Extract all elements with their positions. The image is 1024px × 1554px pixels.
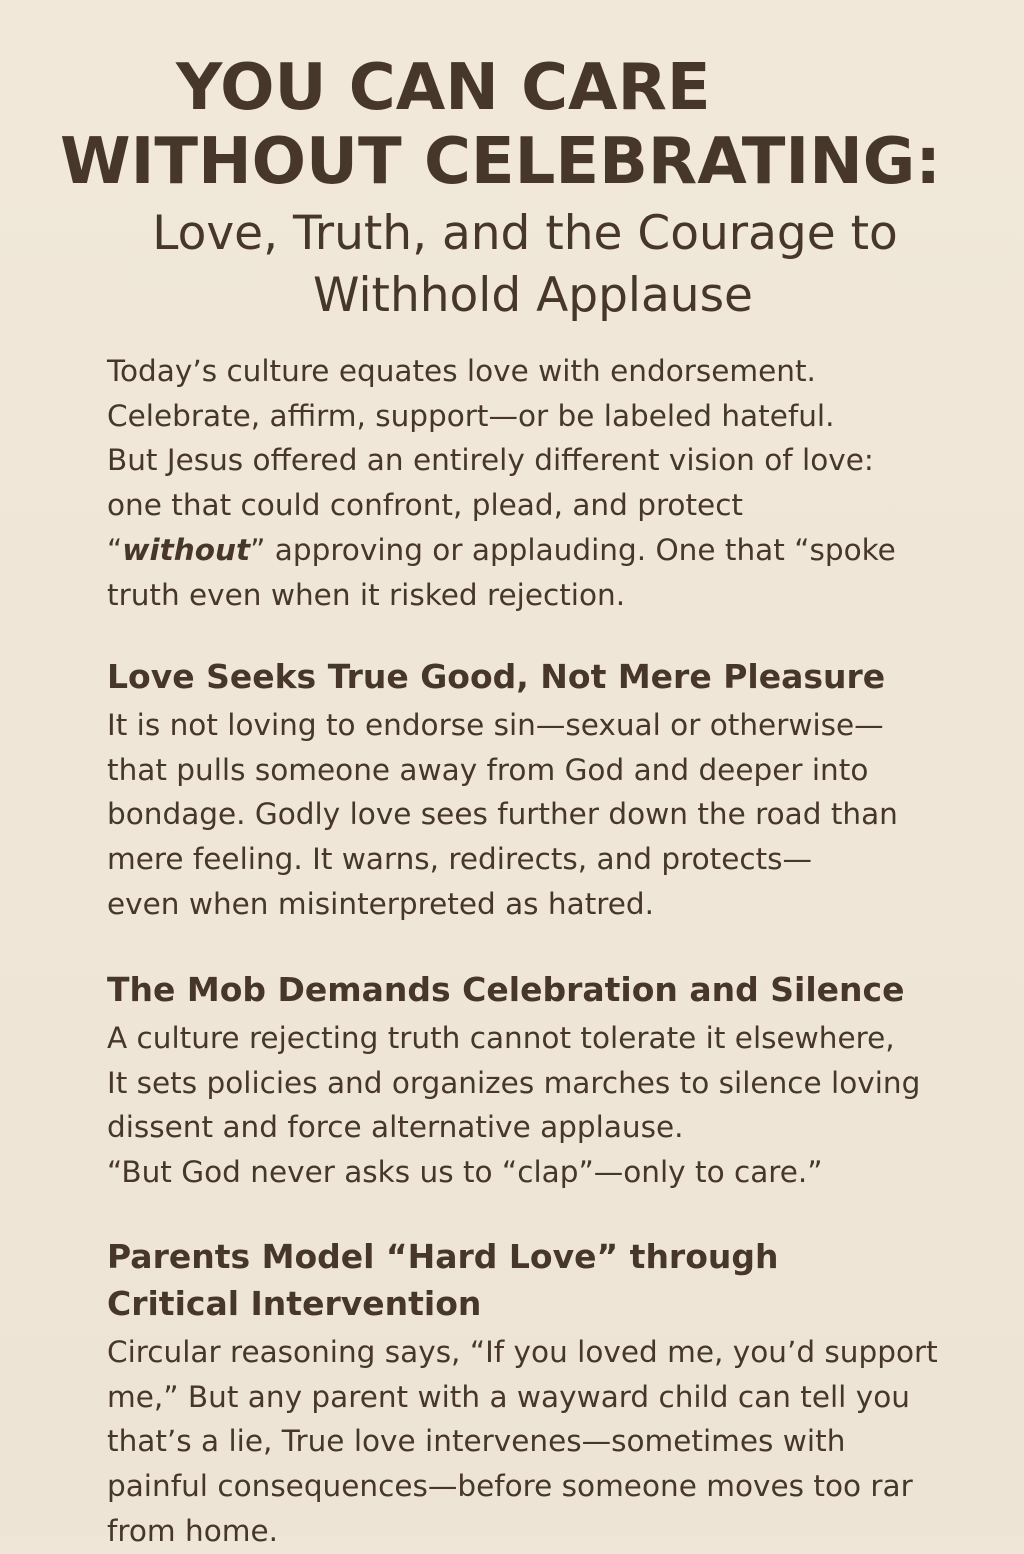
intro-line-with-emphasis bbox=[107, 528, 987, 573]
body-line: that pulls someone away from God and deeper into bbox=[107, 752, 869, 787]
intro-line-rest: ” approving or applauding. One that “spoke bbox=[250, 532, 896, 567]
body-line: that’s a lie, True love intervenes—sometimes with bbox=[107, 1424, 846, 1459]
intro-line: Today’s culture equates love with endorsement. bbox=[107, 354, 816, 388]
body-line: dissent and force alternative applause. bbox=[107, 1110, 684, 1145]
body-line: A culture rejecting truth cannot tolerate it elsewhere, bbox=[107, 1021, 895, 1055]
body-line: painful consequences—before someone moves too rar bbox=[107, 1469, 913, 1504]
section-heading: Critical Intervention bbox=[107, 1284, 482, 1323]
subtitle-line-1: Love, Truth, and the Courage to bbox=[152, 206, 898, 261]
body-line: bondage. Godly love sees further down the road than bbox=[107, 797, 898, 832]
section-heading-parents-model bbox=[107, 1233, 987, 1327]
body-line: from home. bbox=[107, 1513, 279, 1548]
emphasis-without: without bbox=[122, 532, 251, 567]
section-body-mob-demands bbox=[107, 1016, 987, 1195]
intro-line: Celebrate, affirm, support—or be labeled hateful. bbox=[107, 398, 835, 433]
body-line: even when misinterpreted as hatred. bbox=[107, 886, 654, 921]
section-heading-mob-demands bbox=[107, 966, 987, 1013]
body-line: It sets policies and organizes marches to silence loving bbox=[107, 1065, 921, 1100]
intro-paragraph bbox=[107, 349, 987, 617]
body-line: “But God never asks us to “clap”—only to care.” bbox=[107, 1155, 823, 1190]
body-line: Circular reasoning says, “If you loved me, you’d support bbox=[107, 1335, 938, 1369]
section-heading: The Mob Demands Celebration and Silence bbox=[107, 970, 905, 1009]
section-body-love-seeks bbox=[107, 703, 987, 927]
body-line: mere feeling. It warns, redirects, and protects— bbox=[107, 842, 813, 877]
open-quote: “ bbox=[107, 532, 123, 567]
section-body-parents-model bbox=[107, 1330, 987, 1554]
section-heading: Parents Model “Hard Love” through bbox=[107, 1237, 779, 1276]
intro-line: one that could confront, plead, and protect bbox=[107, 488, 743, 523]
intro-line: truth even when it risked rejection. bbox=[107, 577, 626, 612]
body-line: me,” But any parent with a wayward child can tell you bbox=[107, 1379, 910, 1414]
section-heading-love-seeks bbox=[107, 653, 987, 700]
body-line: It is not loving to endorse sin—sexual or otherwise— bbox=[107, 708, 884, 742]
title-line-1: YOU CAN CARE bbox=[176, 51, 711, 125]
section-heading: Love Seeks True Good, Not Mere Pleasure bbox=[107, 657, 886, 696]
title-line-2: WITHOUT CELEBRATING: bbox=[60, 125, 941, 199]
intro-line: But Jesus offered an entirely different vision of love: bbox=[107, 443, 874, 478]
subtitle-line-2: Withhold Applause bbox=[313, 268, 753, 323]
